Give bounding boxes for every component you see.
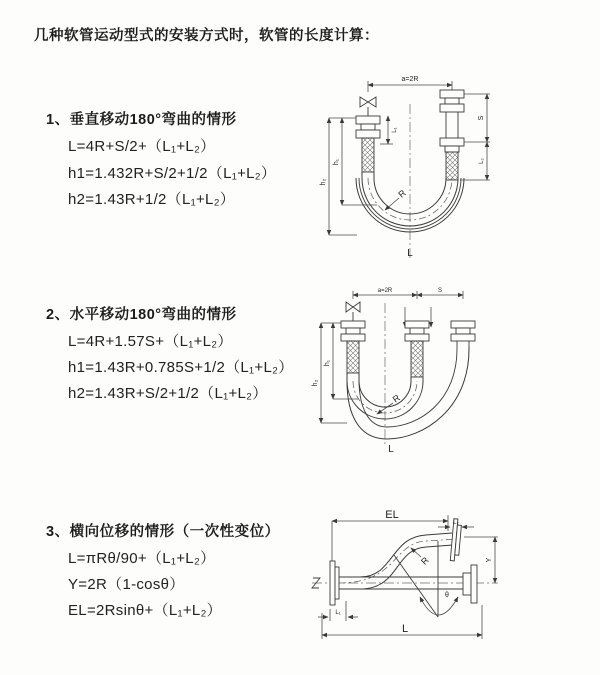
- dim-label-y: Y: [486, 557, 493, 563]
- length-label: L: [388, 444, 394, 455]
- dim-label-a2r: a=2R: [377, 288, 393, 294]
- middle-pipe-assembly: [405, 321, 429, 377]
- right-pipe-assembly: [440, 90, 464, 180]
- radius-callout: [385, 187, 408, 210]
- dim-h2: [320, 118, 357, 235]
- dim-s: [464, 94, 490, 142]
- dim-a2r: [353, 288, 417, 299]
- section2-formula-h2: h2=1.43R+S/2+1/2（L₁+L₂）: [68, 385, 268, 402]
- dim-label-l1: L₁: [392, 127, 398, 133]
- dim-label-s: S: [478, 115, 485, 121]
- radius-callout: [411, 548, 431, 567]
- radius-label: R: [419, 555, 431, 567]
- dim-label-h1: h₁: [324, 359, 331, 367]
- original-position-pipe: [360, 565, 477, 603]
- dim-l1: [318, 601, 358, 621]
- section1-formula-h2: h2=1.43R+1/2（L₁+L₂）: [68, 191, 236, 208]
- dim-label-el: EL: [385, 509, 399, 521]
- dim-l1: [380, 116, 398, 144]
- dim-label-l2: L₂: [453, 520, 459, 526]
- valve-icon: [360, 97, 376, 116]
- angle-label: θ: [445, 592, 449, 599]
- dim-l2: [460, 142, 490, 180]
- radius-label: R: [390, 392, 402, 405]
- dim-label-h2: h₂: [312, 379, 319, 387]
- right-pipe-assembly: [451, 321, 475, 347]
- dim-label-h1: h₁: [333, 158, 340, 166]
- section1-formula-h1: h1=1.432R+S/2+1/2（L₁+L₂）: [68, 165, 277, 182]
- section2-heading: 2、水平移动180°弯曲的情形: [46, 307, 237, 323]
- dim-label-h2: h₂: [320, 178, 327, 186]
- dim-label-l: L: [401, 623, 409, 635]
- dim-a2r: [368, 76, 452, 92]
- left-pipe-assembly: [356, 116, 380, 172]
- section2-formula-L: L=4R+1.57S+（L₁+L₂）: [68, 333, 233, 350]
- valve-icon: [346, 302, 360, 321]
- section3-formula-L: L=πRθ/90+（L₁+L₂）: [68, 550, 216, 567]
- dim-label-a2r: a=2R: [401, 76, 419, 83]
- radius-label: R: [396, 187, 408, 200]
- dim-label-l2: L₂: [479, 158, 485, 164]
- dim-s: [417, 288, 463, 299]
- diagram-vertical-180-bend: [315, 70, 495, 262]
- dim-label-s: S: [437, 288, 443, 294]
- section2-formula-h1: h1=1.43R+0.785S+1/2（L₁+L₂）: [68, 359, 294, 376]
- section1-formula-L: L=4R+S/2+（L₁+L₂）: [68, 138, 216, 155]
- displaced-hose: [339, 519, 462, 589]
- section3-formula-EL: EL=2Rsinθ+（L₁+L₂）: [68, 602, 222, 619]
- angle-construction: [394, 541, 458, 617]
- section3-formula-Y: Y=2R（1-cosθ）: [68, 576, 185, 593]
- diagram-horizontal-180-bend: [313, 283, 493, 457]
- diagram-lateral-displacement: [308, 505, 504, 647]
- page-title: 几种软管运动型式的安装方式时，软管的长度计算：: [34, 28, 379, 44]
- section3-heading: 3、横向位移的情形（一次性变位）: [46, 524, 280, 540]
- section1-heading: 1、垂直移动180°弯曲的情形: [46, 112, 237, 128]
- left-pipe-assembly: [341, 321, 365, 373]
- length-label: L: [407, 248, 413, 259]
- dim-label-l1: L₁: [335, 610, 341, 616]
